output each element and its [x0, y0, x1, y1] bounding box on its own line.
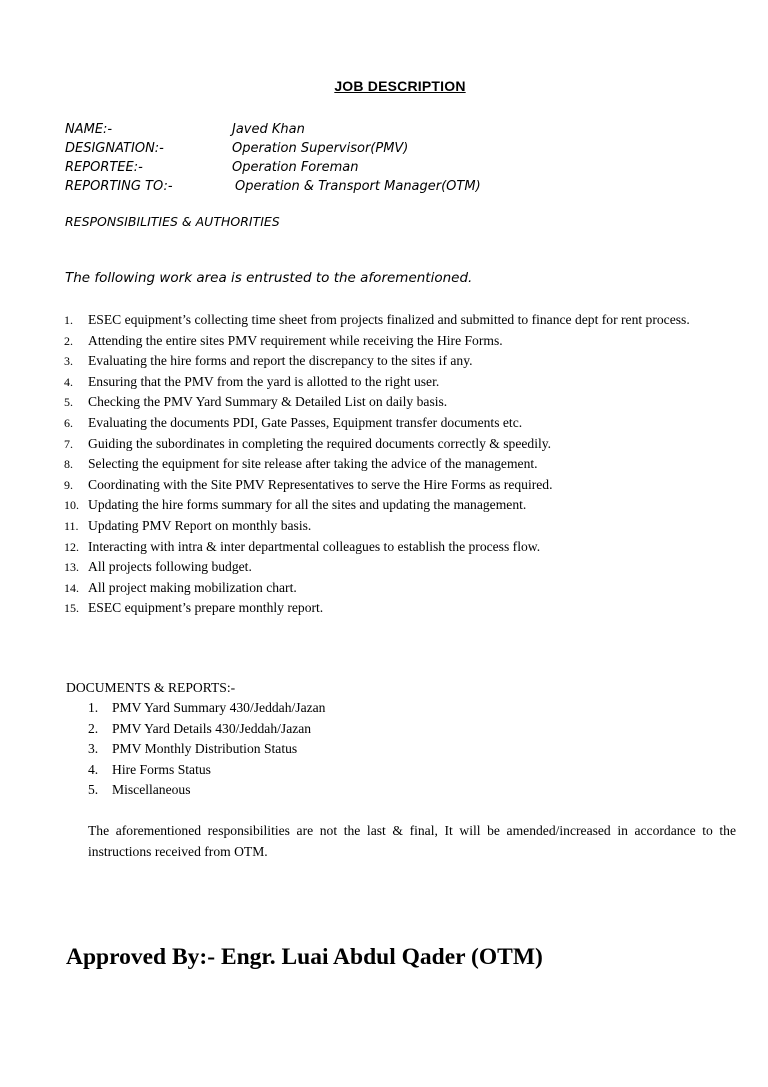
item-number: 14.: [64, 580, 79, 595]
item-number: 8.: [64, 457, 73, 472]
item-number: 2.: [88, 720, 99, 736]
item-text: Hire Forms Status: [112, 761, 211, 777]
item-number: 7.: [64, 436, 73, 451]
item-text: PMV Yard Details 430/Jeddah/Jazan: [112, 720, 312, 736]
list-item: [64, 454, 736, 475]
info-label: REPORTEE:-: [65, 160, 143, 175]
item-text: Checking the PMV Yard Summary & Detailed List on daily basis.: [88, 394, 448, 410]
info-value: Operation & Transport Manager(OTM): [235, 179, 481, 194]
item-number: 11.: [64, 518, 79, 533]
item-number: 4.: [88, 761, 99, 777]
list-item: [64, 331, 736, 352]
info-row-designation: [65, 139, 481, 158]
item-text: PMV Monthly Distribution Status: [112, 741, 298, 757]
list-item: [64, 537, 736, 558]
list-item: [88, 739, 325, 760]
item-text: Evaluating the documents PDI, Gate Passes, Equipment transfer documents etc.: [88, 414, 523, 430]
intro-text: The following work area is entrusted to the aforementioned.: [65, 270, 473, 286]
item-number: 15.: [64, 601, 79, 616]
item-number: 3.: [64, 354, 73, 369]
list-item: [64, 372, 736, 393]
item-text: Attending the entire sites PMV requirement while receiving the Hire Forms.: [88, 332, 503, 348]
item-text: Miscellaneous: [112, 782, 191, 798]
item-text: Updating PMV Report on monthly basis.: [88, 517, 312, 533]
info-row-reporting-to: [65, 177, 481, 196]
item-text: Updating the hire forms summary for all the sites and updating the management.: [88, 497, 527, 513]
approval-line: Approved By:- Engr. Luai Abdul Qader (OTM): [66, 944, 543, 970]
item-number: 6.: [64, 415, 73, 430]
documents-heading: DOCUMENTS & REPORTS:-: [66, 680, 236, 695]
item-text: PMV Yard Summary 430/Jeddah/Jazan: [112, 700, 326, 715]
duties-list: [64, 310, 736, 619]
list-item: [64, 434, 736, 455]
item-text: Coordinating with the Site PMV Representatives to serve the Hire Forms as required.: [88, 476, 553, 492]
info-value: Operation Foreman: [232, 160, 359, 175]
list-item: [64, 598, 736, 619]
item-number: 1.: [64, 313, 73, 327]
item-text: Guiding the subordinates in completing the required documents correctly & speedily.: [88, 435, 552, 451]
item-number: 9.: [64, 477, 73, 492]
item-text: ESEC equipment’s collecting time sheet from projects finalized and submitted to finance dept for rent process.: [88, 312, 690, 327]
item-text: Interacting with intra & inter departmental colleagues to establish the process flow.: [88, 538, 541, 554]
info-label: DESIGNATION:-: [65, 141, 164, 156]
item-text: All project making mobilization chart.: [88, 579, 297, 595]
item-text: Evaluating the hire forms and report the discrepancy to the sites if any.: [88, 353, 473, 369]
item-text: Ensuring that the PMV from the yard is allotted to the right user.: [88, 373, 440, 389]
list-item: [64, 351, 736, 372]
list-item: [64, 413, 736, 434]
documents-list: [88, 698, 325, 801]
item-number: 12.: [64, 539, 79, 554]
info-row-reportee: [65, 158, 481, 177]
info-label: NAME:-: [65, 122, 113, 137]
item-text: ESEC equipment’s prepare monthly report.: [88, 600, 324, 616]
item-number: 13.: [64, 560, 79, 575]
list-item: [88, 719, 325, 740]
item-number: 5.: [88, 782, 99, 798]
list-item: [64, 578, 736, 599]
responsibilities-heading: RESPONSIBILITIES & AUTHORITIES: [65, 214, 280, 229]
list-item: [88, 780, 325, 801]
list-item: [64, 557, 736, 578]
item-number: 2.: [64, 333, 73, 348]
item-number: 10.: [64, 498, 79, 513]
list-item: [88, 698, 325, 719]
item-text: Selecting the equipment for site release after taking the advice of the management.: [88, 456, 538, 472]
list-item: [64, 495, 736, 516]
item-number: 4.: [64, 374, 73, 389]
list-item: [64, 310, 736, 331]
list-item: [88, 760, 325, 781]
list-item: [64, 516, 736, 537]
info-value: Operation Supervisor(PMV): [232, 141, 409, 156]
list-item: [64, 475, 736, 496]
item-text: All projects following budget.: [88, 559, 252, 575]
info-row-name: [65, 120, 481, 139]
item-number: 1.: [88, 700, 99, 715]
page-title: JOB DESCRIPTION: [334, 78, 466, 94]
closing-note: The aforementioned responsibilities are not the last & final, It will be amended/increased in accordance to the instructions received from OTM.: [88, 823, 736, 859]
list-item: [64, 392, 736, 413]
info-label: REPORTING TO:-: [65, 179, 173, 194]
item-number: 3.: [88, 741, 99, 757]
item-number: 5.: [64, 395, 73, 410]
info-value: Javed Khan: [232, 122, 305, 137]
employee-info: [65, 120, 481, 196]
